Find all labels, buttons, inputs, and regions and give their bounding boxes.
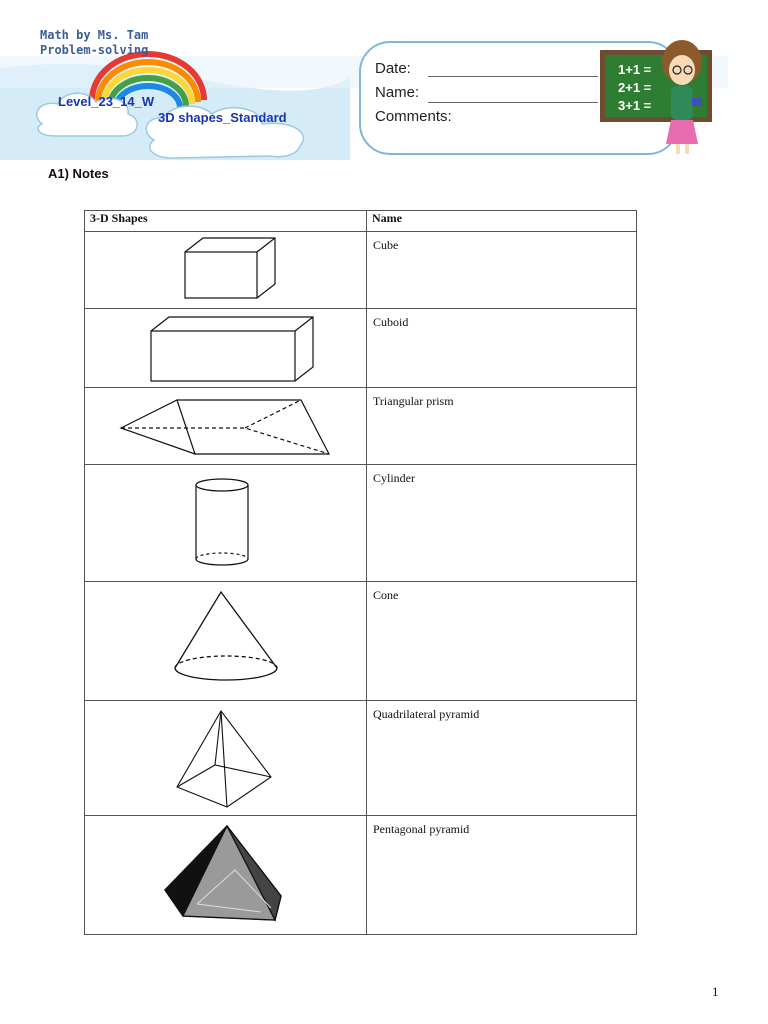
table-row [85, 701, 637, 816]
shape-cell [85, 701, 367, 816]
shape-name: Cuboid [373, 315, 409, 329]
table-row [85, 465, 637, 582]
shape-cell [85, 582, 367, 701]
section-title: A1) Notes [48, 166, 109, 181]
table-row [85, 816, 637, 935]
chalkboard-line-1: 1+1 = [618, 62, 652, 77]
table-header-row [85, 211, 637, 232]
chalkboard-line-3: 3+1 = [618, 98, 652, 113]
name-cell [367, 309, 637, 388]
shape-name: Cube [373, 238, 399, 252]
shapes-table [84, 210, 637, 935]
date-label: Date: [375, 60, 411, 77]
chalkboard-line-2: 2+1 = [618, 80, 652, 95]
cuboid-icon [85, 309, 361, 387]
shape-name: Cylinder [373, 471, 415, 485]
name-cell [367, 388, 637, 465]
date-field-line[interactable] [428, 76, 598, 77]
shape-name: Pentagonal pyramid [373, 822, 470, 836]
shape-cell [85, 309, 367, 388]
cube-icon [85, 232, 361, 308]
shape-cell [85, 465, 367, 582]
cone-icon [85, 582, 361, 700]
shape-name: Cone [373, 588, 399, 602]
pentagonal-pyramid-icon [85, 816, 361, 934]
name-label: Name: [375, 84, 420, 101]
column-header-name: Name [367, 211, 637, 232]
topic-label: 3D shapes_Standard [158, 110, 287, 125]
triangular-prism-icon [85, 388, 361, 464]
shape-name: Triangular prism [373, 394, 454, 408]
quadrilateral-pyramid-icon [85, 701, 361, 815]
brand-subtitle: Problem-solving [40, 43, 149, 57]
cylinder-icon [85, 465, 361, 581]
name-cell [367, 816, 637, 935]
shape-cell [85, 232, 367, 309]
page-number: 1 [712, 984, 719, 999]
name-cell [367, 582, 637, 701]
level-label: Level_23_14_W [58, 94, 155, 109]
column-header-shapes: 3-D Shapes [85, 211, 367, 232]
table-row [85, 309, 637, 388]
brand-block [40, 28, 148, 58]
name-field-line[interactable] [428, 102, 598, 103]
table-row [85, 388, 637, 465]
shape-cell [85, 816, 367, 935]
name-cell [367, 465, 637, 582]
shape-name: Quadrilateral pyramid [373, 707, 480, 721]
name-cell [367, 701, 637, 816]
comments-label: Comments: [375, 108, 452, 125]
name-cell [367, 232, 637, 309]
table-row [85, 582, 637, 701]
shape-cell [85, 388, 367, 465]
table-row [85, 232, 637, 309]
brand-title: Math by Ms. Tam [40, 28, 149, 42]
